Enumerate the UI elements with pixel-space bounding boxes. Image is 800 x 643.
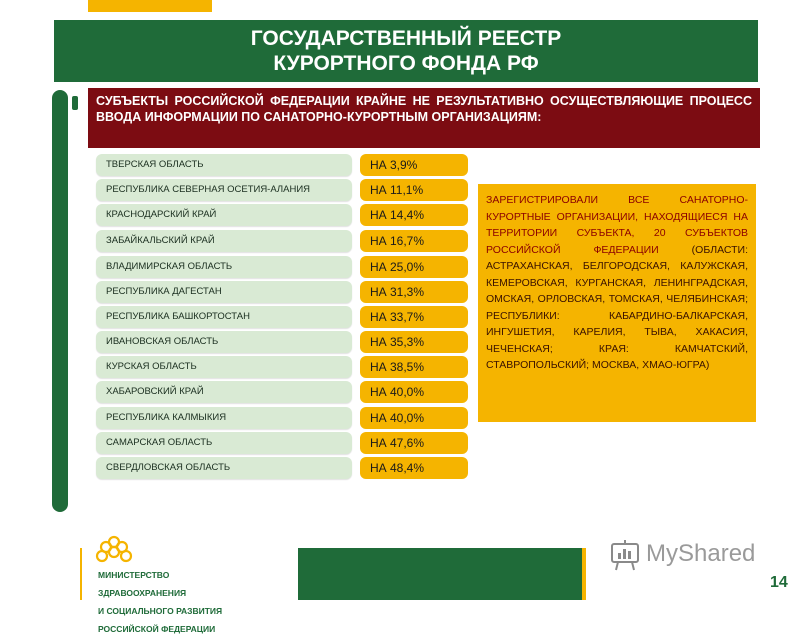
region-value: НА 48,4% bbox=[360, 457, 468, 479]
region-value: НА 38,5% bbox=[360, 356, 468, 378]
region-value: НА 11,1% bbox=[360, 179, 468, 201]
region-label: ЗАБАЙКАЛЬСКИЙ КРАЙ bbox=[96, 230, 352, 252]
region-value: НА 14,4% bbox=[360, 204, 468, 226]
region-label: РЕСПУБЛИКА ДАГЕСТАН bbox=[96, 281, 352, 303]
left-rail-decoration bbox=[52, 90, 68, 512]
region-label: ТВЕРСКАЯ ОБЛАСТЬ bbox=[96, 154, 352, 176]
region-label: КРАСНОДАРСКИЙ КРАЙ bbox=[96, 204, 352, 226]
region-value: НА 25,0% bbox=[360, 256, 468, 278]
region-label: ВЛАДИМИРСКАЯ ОБЛАСТЬ bbox=[96, 256, 352, 278]
region-label: САМАРСКАЯ ОБЛАСТЬ bbox=[96, 432, 352, 454]
region-label: КУРСКАЯ ОБЛАСТЬ bbox=[96, 356, 352, 378]
page-number: 14 bbox=[770, 574, 788, 591]
region-value: НА 40,0% bbox=[360, 381, 468, 403]
region-value: НА 33,7% bbox=[360, 306, 468, 328]
subtitle-banner: СУБЪЕКТЫ РОССИЙСКОЙ ФЕДЕРАЦИИ КРАЙНЕ НЕ РЕЗУЛЬТАТИВНО ОСУЩЕСТВЛЯЮЩИЕ ПРОЦЕСС ВВОДА ИНФОРМАЦИИ ПО САНАТОРНО-КУРОРТНЫМ ОРГАНИЗАЦИЯМ: bbox=[88, 88, 760, 148]
info-details: (ОБЛАСТИ: АСТРАХАНСКАЯ, БЕЛГОРОДСКАЯ, КАЛУЖСКАЯ, КЕМЕРОВСКАЯ, КУРГАНСКАЯ, ЛЕНИНГРАДСКАЯ, ОМСКАЯ, ОРЛОВСКАЯ, ТОМСКАЯ, ЧЕЛЯБИНСКАЯ; РЕСПУБЛИКИ: КАБАРДИНО-БАЛКАРСКАЯ, ИНГУШЕТИЯ, КАРЕЛИЯ, ТЫВА, ХАКАСИЯ, ЧЕЧЕНСКАЯ; КРАЯ: КАМЧАТСКИЙ, СТАВРОПОЛЬСКИЙ; МОСКВА, ХМАО-ЮГРА) bbox=[486, 243, 748, 371]
bottom-band bbox=[298, 548, 582, 600]
region-value: НА 47,6% bbox=[360, 432, 468, 454]
region-label: РЕСПУБЛИКА СЕВЕРНАЯ ОСЕТИЯ-АЛАНИЯ bbox=[96, 179, 352, 201]
ministry-line-2: ЗДРАВООХРАНЕНИЯ bbox=[98, 588, 187, 598]
region-value: НА 31,3% bbox=[360, 281, 468, 303]
region-label: ИВАНОВСКАЯ ОБЛАСТЬ bbox=[96, 331, 352, 353]
left-rail-tick bbox=[72, 96, 78, 110]
ministry-name bbox=[98, 562, 222, 643]
region-value: НА 40,0% bbox=[360, 407, 468, 429]
region-label: РЕСПУБЛИКА БАШКОРТОСТАН bbox=[96, 306, 352, 328]
ministry-line-4: РОССИЙСКОЙ ФЕДЕРАЦИИ bbox=[98, 624, 216, 634]
info-highlight: ЗАРЕГИСТРИРОВАЛИ ВСЕ САНАТОРНО-КУРОРТНЫЕ ОРГАНИЗАЦИИ, НАХОДЯЩИЕСЯ НА ТЕРРИТОРИИ СУБЪЕКТА, 20 СУБЪЕКТОВ РОССИЙСКОЙ ФЕДЕРАЦИИ bbox=[486, 194, 748, 256]
title-line-1: ГОСУДАРСТВЕННЫЙ РЕЕСТР bbox=[250, 27, 562, 50]
title-line-2: КУРОРТНОГО ФОНДА РФ bbox=[273, 52, 539, 75]
info-box bbox=[478, 184, 756, 422]
region-value: НА 35,3% bbox=[360, 331, 468, 353]
region-label: РЕСПУБЛИКА КАЛМЫКИЯ bbox=[96, 407, 352, 429]
region-label: СВЕРДЛОВСКАЯ ОБЛАСТЬ bbox=[96, 457, 352, 479]
watermark-text: MyShared bbox=[646, 540, 756, 567]
region-value: НА 3,9% bbox=[360, 154, 468, 176]
page-title bbox=[54, 20, 758, 82]
region-value: НА 16,7% bbox=[360, 230, 468, 252]
ministry-line-1: МИНИСТЕРСТВО bbox=[98, 570, 170, 580]
top-accent-bar bbox=[88, 0, 212, 12]
region-label: ХАБАРОВСКИЙ КРАЙ bbox=[96, 381, 352, 403]
bottom-band-edge bbox=[582, 548, 586, 600]
ministry-line-3: И СОЦИАЛЬНОГО РАЗВИТИЯ bbox=[98, 606, 223, 616]
